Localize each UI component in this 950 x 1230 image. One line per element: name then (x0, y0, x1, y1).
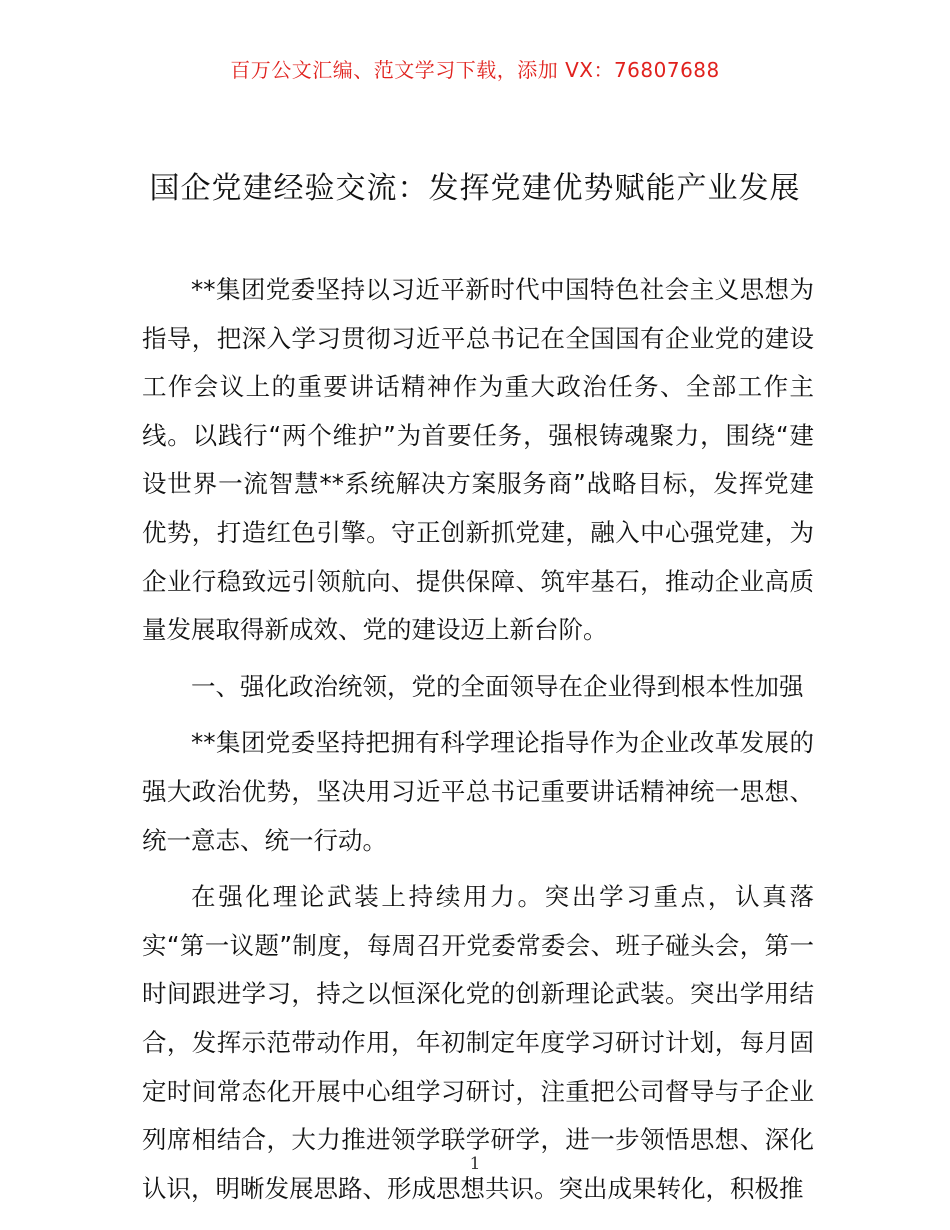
paragraph-section-1-intro: **集团党委坚持把拥有科学理论指导作为企业改革发展的强大政治优势，坚决用习近平总书记重要讲话精神统一思想、统一意志、统一行动。 (142, 728, 814, 855)
document-title: 国企党建经验交流：发挥党建优势赋能产业发展 (149, 171, 801, 206)
paragraph-theory-armament: 在强化理论武装上持续用力。突出学习重点，认真落实“第一议题”制度，每周召开党委常委会、班子碰头会，第一时间跟进学习，持之以恒深化党的创新理论武装。突出学用结合，发挥示范带动作用，年初制定年度学习研讨计划，每月固定时间常态化开展中心组学习研讨，注重把公司督导与子企业列席相结合，大力推进领学联学研学，进一步领悟思想、深化认识，明晰发展思路、形成思想共识。突出成果转化，积极推 (142, 882, 814, 1203)
page-number: 1 (469, 1154, 481, 1174)
header-banner: 百万公文汇编、范文学习下载，添加 VX：76807688 (230, 58, 720, 82)
document-body (142, 266, 814, 1213)
paragraph-intro: **集团党委坚持以习近平新时代中国特色社会主义思想为指导，把深入学习贯彻习近平总书记在全国国有企业党的建设工作会议上的重要讲话精神作为重大政治任务、全部工作主线。以践行“两个维护”为首要任务，强根铸魂聚力，围绕“建设世界一流智慧**系统解决方案服务商”战略目标，发挥党建优势，打造红色引擎。守正创新抓党建，融入中心强党建，为企业行稳致远引领航向、提供保障、筑牢基石，推动企业高质量发展取得新成效、党的建设迈上新台阶。 (142, 275, 814, 645)
section-heading-1: 一、强化政治统领，党的全面领导在企业得到根本性加强 (191, 671, 804, 701)
